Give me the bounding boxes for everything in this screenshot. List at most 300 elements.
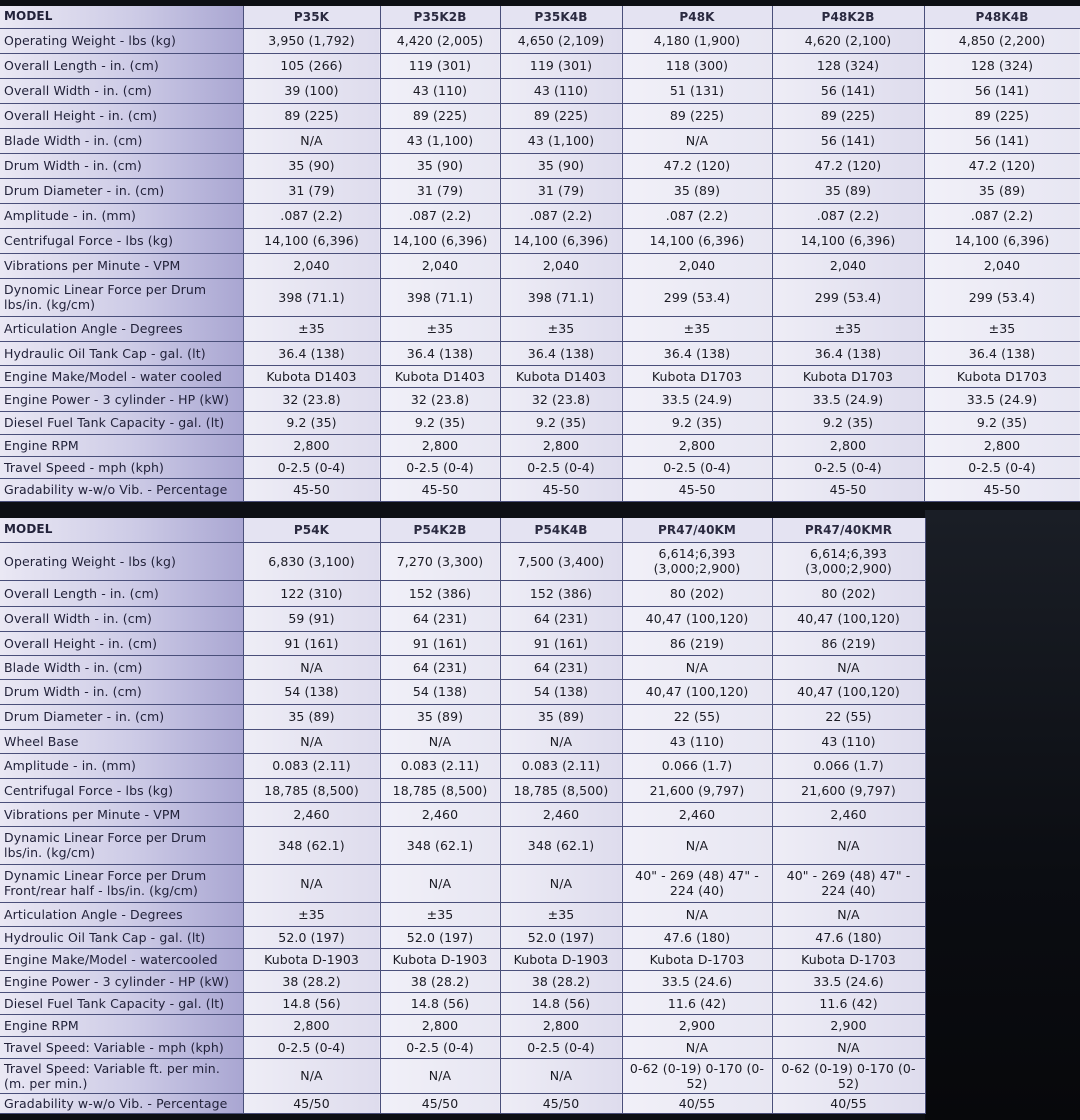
spec-value: 2,800: [243, 434, 380, 456]
spec-value: .087 (2.2): [500, 203, 622, 228]
spec-value: 35 (89): [243, 704, 380, 729]
spec-value: .087 (2.2): [622, 203, 772, 228]
spec-value: 128 (324): [924, 53, 1080, 78]
spec-value: 119 (301): [500, 53, 622, 78]
spec-value: Kubota D-1903: [500, 948, 622, 970]
spec-value: 52.0 (197): [500, 926, 622, 948]
spec-label: Centrifugal Force - lbs (kg): [0, 228, 243, 253]
spec-label: Blade Width - in. (cm): [0, 655, 243, 679]
spec-value: 2,900: [622, 1014, 772, 1036]
spec-value: 33.5 (24.9): [924, 387, 1080, 411]
table-row: [0, 178, 1080, 203]
spec-value: 35 (89): [380, 704, 500, 729]
spec-label: Centrifugal Force - lbs (kg): [0, 778, 243, 802]
table-row: [0, 1014, 925, 1036]
spec-value: 32 (23.8): [380, 387, 500, 411]
model-header-label: MODEL: [0, 6, 243, 28]
table-row: [0, 341, 1080, 365]
spec-value: ±35: [500, 902, 622, 926]
table-row: [0, 478, 1080, 501]
spec-value: 40,47 (100,120): [622, 679, 772, 704]
spec-value: 43 (1,100): [500, 128, 622, 153]
spec-label: Gradability w-w/o Vib. - Percentage: [0, 1093, 243, 1113]
spec-value: 9.2 (35): [243, 411, 380, 434]
spec-value: 0-2.5 (0-4): [380, 1036, 500, 1058]
spec-label: Engine RPM: [0, 1014, 243, 1036]
spec-value: 2,460: [622, 802, 772, 826]
spec-value: 40" - 269 (48) 47" - 224 (40): [772, 864, 925, 902]
spec-label: Amplitude - in. (mm): [0, 203, 243, 228]
spec-label: Diesel Fuel Tank Capacity - gal. (lt): [0, 992, 243, 1014]
table-row: [0, 606, 925, 631]
spec-value: 47.2 (120): [924, 153, 1080, 178]
spec-value: ±35: [243, 316, 380, 341]
spec-value: N/A: [500, 864, 622, 902]
table-row: [0, 1093, 925, 1113]
spec-value: 43 (110): [500, 78, 622, 103]
spec-value: 398 (71.1): [500, 278, 622, 316]
spec-value: 299 (53.4): [622, 278, 772, 316]
spec-value: 32 (23.8): [500, 387, 622, 411]
spec-value: 91 (161): [380, 631, 500, 655]
spec-label: Articulation Angle - Degrees: [0, 316, 243, 341]
spec-value: Kubota D1403: [243, 365, 380, 387]
spec-value: 38 (28.2): [380, 970, 500, 992]
spec-value: 0-2.5 (0-4): [622, 456, 772, 478]
model-column-header: P54K2B: [380, 518, 500, 542]
spec-value: N/A: [772, 655, 925, 679]
spec-value: 6,614;6,393 (3,000;2,900): [772, 542, 925, 580]
spec-value: 2,800: [500, 434, 622, 456]
spec-label: Hydroulic Oil Tank Cap - gal. (lt): [0, 926, 243, 948]
table-row: [0, 278, 1080, 316]
spec-value: 0-2.5 (0-4): [772, 456, 924, 478]
spec-value: 105 (266): [243, 53, 380, 78]
spec-value: 47.6 (180): [772, 926, 925, 948]
spec-value: 45/50: [380, 1093, 500, 1113]
spec-value: 80 (202): [622, 580, 772, 606]
spec-value: 86 (219): [772, 631, 925, 655]
spec-label: Drum Width - in. (cm): [0, 153, 243, 178]
spec-value: 2,900: [772, 1014, 925, 1036]
spec-value: 35 (90): [243, 153, 380, 178]
table-row: [0, 203, 1080, 228]
table-row: [0, 28, 1080, 53]
spec-value: 2,040: [622, 253, 772, 278]
table-header-row: [0, 6, 1080, 28]
spec-value: 0-2.5 (0-4): [500, 456, 622, 478]
spec-value: 9.2 (35): [380, 411, 500, 434]
spec-label: Amplitude - in. (mm): [0, 753, 243, 778]
spec-value: 89 (225): [380, 103, 500, 128]
spec-label: Gradability w-w/o Vib. - Percentage: [0, 478, 243, 501]
spec-value: 9.2 (35): [924, 411, 1080, 434]
table-row: [0, 704, 925, 729]
model-column-header: P54K4B: [500, 518, 622, 542]
spec-value: 36.4 (138): [772, 341, 924, 365]
table-row: [0, 103, 1080, 128]
spec-value: 4,420 (2,005): [380, 28, 500, 53]
spec-value: 40,47 (100,120): [772, 679, 925, 704]
spec-value: N/A: [772, 1036, 925, 1058]
spec-value: 152 (386): [500, 580, 622, 606]
spec-value: 2,800: [622, 434, 772, 456]
spec-value: ±35: [380, 902, 500, 926]
spec-value: N/A: [243, 864, 380, 902]
spec-value: N/A: [243, 1058, 380, 1093]
spec-value: 0-62 (0-19) 0-170 (0-52): [622, 1058, 772, 1093]
spec-value: N/A: [243, 729, 380, 753]
spec-value: 6,830 (3,100): [243, 542, 380, 580]
model-column-header: P54K: [243, 518, 380, 542]
spec-value: 14.8 (56): [243, 992, 380, 1014]
table-row: [0, 580, 925, 606]
table-row: [0, 902, 925, 926]
spec-label: Vibrations per Minute - VPM: [0, 253, 243, 278]
spec-value: 35 (89): [924, 178, 1080, 203]
spec-value: 14,100 (6,396): [243, 228, 380, 253]
spec-value: ±35: [622, 316, 772, 341]
spec-value: 32 (23.8): [243, 387, 380, 411]
spec-value: 0.083 (2.11): [243, 753, 380, 778]
spec-value: 11.6 (42): [622, 992, 772, 1014]
spec-value: 91 (161): [243, 631, 380, 655]
spec-value: 59 (91): [243, 606, 380, 631]
spec-label: Dynamic Linear Force per Drum lbs/in. (kg/cm): [0, 826, 243, 864]
spec-value: 14,100 (6,396): [622, 228, 772, 253]
table-row: [0, 434, 1080, 456]
spec-value: 14,100 (6,396): [772, 228, 924, 253]
spec-value: 9.2 (35): [622, 411, 772, 434]
spec-value: .087 (2.2): [772, 203, 924, 228]
spec-value: 0-62 (0-19) 0-170 (0-52): [772, 1058, 925, 1093]
spec-label: Overall Height - in. (cm): [0, 103, 243, 128]
spec-value: 64 (231): [380, 606, 500, 631]
spec-label: Travel Speed - mph (kph): [0, 456, 243, 478]
spec-value: 2,040: [500, 253, 622, 278]
spec-value: 4,620 (2,100): [772, 28, 924, 53]
spec-value: 52.0 (197): [243, 926, 380, 948]
table-row: [0, 729, 925, 753]
spec-value: 36.4 (138): [380, 341, 500, 365]
spec-value: 47.2 (120): [622, 153, 772, 178]
spec-value: N/A: [622, 902, 772, 926]
spec-value: 2,040: [243, 253, 380, 278]
spec-value: N/A: [243, 128, 380, 153]
spec-label: Wheel Base: [0, 729, 243, 753]
spec-value: 56 (141): [924, 128, 1080, 153]
spec-value: 2,800: [243, 1014, 380, 1036]
spec-label: Operating Weight - lbs (kg): [0, 542, 243, 580]
table-row: [0, 228, 1080, 253]
spec-value: 47.6 (180): [622, 926, 772, 948]
table-row: [0, 655, 925, 679]
spec-value: 36.4 (138): [622, 341, 772, 365]
spec-value: 0-2.5 (0-4): [243, 1036, 380, 1058]
spec-value: 9.2 (35): [772, 411, 924, 434]
spec-value: 40/55: [772, 1093, 925, 1113]
spec-value: 14,100 (6,396): [380, 228, 500, 253]
spec-value: 14.8 (56): [500, 992, 622, 1014]
spec-value: 22 (55): [622, 704, 772, 729]
spec-label: Overall Height - in. (cm): [0, 631, 243, 655]
spec-value: 0.083 (2.11): [380, 753, 500, 778]
spec-label: Overall Width - in. (cm): [0, 606, 243, 631]
spec-value: 31 (79): [380, 178, 500, 203]
spec-value: 45-50: [924, 478, 1080, 501]
table-row: [0, 542, 925, 580]
spec-value: 54 (138): [380, 679, 500, 704]
spec-value: Kubota D1403: [500, 365, 622, 387]
spec-value: 152 (386): [380, 580, 500, 606]
table-row: [0, 365, 1080, 387]
spec-value: 38 (28.2): [243, 970, 380, 992]
spec-table-p35-p48: [0, 6, 1080, 502]
spec-value: ±35: [243, 902, 380, 926]
spec-value: .087 (2.2): [924, 203, 1080, 228]
spec-value: 0-2.5 (0-4): [500, 1036, 622, 1058]
spec-value: 89 (225): [622, 103, 772, 128]
spec-value: 89 (225): [924, 103, 1080, 128]
model-column-header: PR47/40KMR: [772, 518, 925, 542]
spec-value: Kubota D-1903: [243, 948, 380, 970]
spec-label: Drum Diameter - in. (cm): [0, 178, 243, 203]
spec-value: N/A: [772, 902, 925, 926]
spec-value: 299 (53.4): [772, 278, 924, 316]
spec-value: 45/50: [500, 1093, 622, 1113]
spec-value: 56 (141): [924, 78, 1080, 103]
dark-background: [925, 510, 1080, 1120]
spec-value: 52.0 (197): [380, 926, 500, 948]
model-column-header: P35K: [243, 6, 380, 28]
spec-label: Hydraulic Oil Tank Cap - gal. (lt): [0, 341, 243, 365]
spec-value: ±35: [500, 316, 622, 341]
spec-value: 89 (225): [500, 103, 622, 128]
spec-value: 2,800: [380, 1014, 500, 1036]
spec-label: Drum Diameter - in. (cm): [0, 704, 243, 729]
spec-value: 2,800: [924, 434, 1080, 456]
spec-value: Kubota D1703: [772, 365, 924, 387]
spec-value: 22 (55): [772, 704, 925, 729]
spec-value: .087 (2.2): [380, 203, 500, 228]
spec-value: Kubota D-1703: [772, 948, 925, 970]
spec-value: 119 (301): [380, 53, 500, 78]
model-column-header: P35K2B: [380, 6, 500, 28]
model-column-header: P48K: [622, 6, 772, 28]
spec-value: 54 (138): [500, 679, 622, 704]
model-column-header: PR47/40KM: [622, 518, 772, 542]
spec-value: 45-50: [380, 478, 500, 501]
spec-value: 0.066 (1.7): [622, 753, 772, 778]
spec-value: 14,100 (6,396): [924, 228, 1080, 253]
spec-value: 18,785 (8,500): [500, 778, 622, 802]
spec-value: 36.4 (138): [500, 341, 622, 365]
spec-label: Blade Width - in. (cm): [0, 128, 243, 153]
table-row: [0, 826, 925, 864]
spec-label: Dynomic Linear Force per Drum lbs/in. (kg/cm): [0, 278, 243, 316]
spec-value: 36.4 (138): [243, 341, 380, 365]
spec-value: 2,460: [243, 802, 380, 826]
spec-value: .087 (2.2): [243, 203, 380, 228]
spec-value: 0.083 (2.11): [500, 753, 622, 778]
table-row: [0, 679, 925, 704]
spec-value: 0-2.5 (0-4): [243, 456, 380, 478]
spec-label: Engine Make/Model - water cooled: [0, 365, 243, 387]
table-row: [0, 153, 1080, 178]
spec-value: 2,040: [772, 253, 924, 278]
spec-value: 3,950 (1,792): [243, 28, 380, 53]
table-row: [0, 253, 1080, 278]
spec-label: Engine Make/Model - watercooled: [0, 948, 243, 970]
spec-value: Kubota D-1903: [380, 948, 500, 970]
spec-label: Vibrations per Minute - VPM: [0, 802, 243, 826]
table-row: [0, 992, 925, 1014]
spec-value: 0.066 (1.7): [772, 753, 925, 778]
spec-value: N/A: [243, 655, 380, 679]
spec-value: Kubota D-1703: [622, 948, 772, 970]
table-row: [0, 411, 1080, 434]
spec-value: 35 (89): [772, 178, 924, 203]
spec-value: 47.2 (120): [772, 153, 924, 178]
spec-value: 348 (62.1): [243, 826, 380, 864]
spec-value: 4,650 (2,109): [500, 28, 622, 53]
spec-value: 33.5 (24.6): [622, 970, 772, 992]
spec-value: N/A: [772, 826, 925, 864]
spec-value: 40/55: [622, 1093, 772, 1113]
table-row: [0, 456, 1080, 478]
table-header-row: [0, 518, 925, 542]
spec-value: 89 (225): [772, 103, 924, 128]
spec-value: 9.2 (35): [500, 411, 622, 434]
spec-value: 299 (53.4): [924, 278, 1080, 316]
spec-value: 2,800: [380, 434, 500, 456]
spec-value: 40" - 269 (48) 47" - 224 (40): [622, 864, 772, 902]
spec-label: Overall Length - in. (cm): [0, 580, 243, 606]
spec-label: Travel Speed: Variable ft. per min. (m. per min.): [0, 1058, 243, 1093]
spec-value: 38 (28.2): [500, 970, 622, 992]
spec-value: 43 (110): [772, 729, 925, 753]
spec-value: 2,800: [772, 434, 924, 456]
spec-label: Articulation Angle - Degrees: [0, 902, 243, 926]
spec-value: 45-50: [243, 478, 380, 501]
spec-value: 43 (110): [380, 78, 500, 103]
spec-label: Drum Width - in. (cm): [0, 679, 243, 704]
table-row: [0, 1036, 925, 1058]
spec-value: 35 (89): [622, 178, 772, 203]
spec-value: 43 (1,100): [380, 128, 500, 153]
spec-value: N/A: [500, 1058, 622, 1093]
table-row: [0, 864, 925, 902]
spec-value: 39 (100): [243, 78, 380, 103]
spec-value: 51 (131): [622, 78, 772, 103]
spec-value: 64 (231): [380, 655, 500, 679]
spec-value: N/A: [500, 729, 622, 753]
spec-value: 54 (138): [243, 679, 380, 704]
spec-value: 35 (89): [500, 704, 622, 729]
table-row: [0, 753, 925, 778]
spec-value: 45-50: [622, 478, 772, 501]
spec-value: 18,785 (8,500): [243, 778, 380, 802]
spec-value: 398 (71.1): [380, 278, 500, 316]
spec-value: 118 (300): [622, 53, 772, 78]
table-row: [0, 926, 925, 948]
spec-label: Overall Length - in. (cm): [0, 53, 243, 78]
spec-value: 45-50: [500, 478, 622, 501]
spec-value: 14.8 (56): [380, 992, 500, 1014]
spec-value: ±35: [380, 316, 500, 341]
spec-value: 4,180 (1,900): [622, 28, 772, 53]
spec-value: N/A: [622, 655, 772, 679]
spec-label: Travel Speed: Variable - mph (kph): [0, 1036, 243, 1058]
spec-value: N/A: [622, 1036, 772, 1058]
spec-value: N/A: [380, 729, 500, 753]
spec-value: 398 (71.1): [243, 278, 380, 316]
spec-label: Diesel Fuel Tank Capacity - gal. (lt): [0, 411, 243, 434]
spec-value: 35 (90): [500, 153, 622, 178]
spec-value: 122 (310): [243, 580, 380, 606]
spec-value: Kubota D1703: [622, 365, 772, 387]
spec-value: 7,270 (3,300): [380, 542, 500, 580]
spec-value: 2,460: [500, 802, 622, 826]
spec-value: 348 (62.1): [380, 826, 500, 864]
spec-value: 89 (225): [243, 103, 380, 128]
spec-value: N/A: [380, 1058, 500, 1093]
spec-label: Engine RPM: [0, 434, 243, 456]
table-row: [0, 778, 925, 802]
spec-value: 18,785 (8,500): [380, 778, 500, 802]
model-header-label: MODEL: [0, 518, 243, 542]
spec-value: 21,600 (9,797): [772, 778, 925, 802]
spec-value: 0-2.5 (0-4): [380, 456, 500, 478]
spec-value: Kubota D1403: [380, 365, 500, 387]
spec-value: 45-50: [772, 478, 924, 501]
table-row: [0, 128, 1080, 153]
spec-label: Engine Power - 3 cylinder - HP (kW): [0, 387, 243, 411]
spec-value: 4,850 (2,200): [924, 28, 1080, 53]
spec-label: Overall Width - in. (cm): [0, 78, 243, 103]
spec-value: 86 (219): [622, 631, 772, 655]
spec-value: 31 (79): [243, 178, 380, 203]
spec-value: ±35: [924, 316, 1080, 341]
spec-value: 35 (90): [380, 153, 500, 178]
spec-value: 56 (141): [772, 78, 924, 103]
spec-value: N/A: [622, 826, 772, 864]
spec-value: 2,040: [924, 253, 1080, 278]
spec-label: Operating Weight - lbs (kg): [0, 28, 243, 53]
spec-value: 43 (110): [622, 729, 772, 753]
table-row: [0, 631, 925, 655]
spec-value: 45/50: [243, 1093, 380, 1113]
spec-value: 348 (62.1): [500, 826, 622, 864]
spec-value: 2,800: [500, 1014, 622, 1036]
table-row: [0, 1058, 925, 1093]
spec-value: 91 (161): [500, 631, 622, 655]
model-column-header: P35K4B: [500, 6, 622, 28]
table-row: [0, 948, 925, 970]
spec-value: N/A: [622, 128, 772, 153]
table-row: [0, 53, 1080, 78]
spec-value: 33.5 (24.9): [772, 387, 924, 411]
spec-value: 14,100 (6,396): [500, 228, 622, 253]
spec-value: 64 (231): [500, 655, 622, 679]
spec-value: 2,460: [380, 802, 500, 826]
spec-value: 64 (231): [500, 606, 622, 631]
table-row: [0, 78, 1080, 103]
spec-value: ±35: [772, 316, 924, 341]
spec-table-p54-pr47: [0, 518, 926, 1114]
spec-value: 36.4 (138): [924, 341, 1080, 365]
spec-value: 2,040: [380, 253, 500, 278]
